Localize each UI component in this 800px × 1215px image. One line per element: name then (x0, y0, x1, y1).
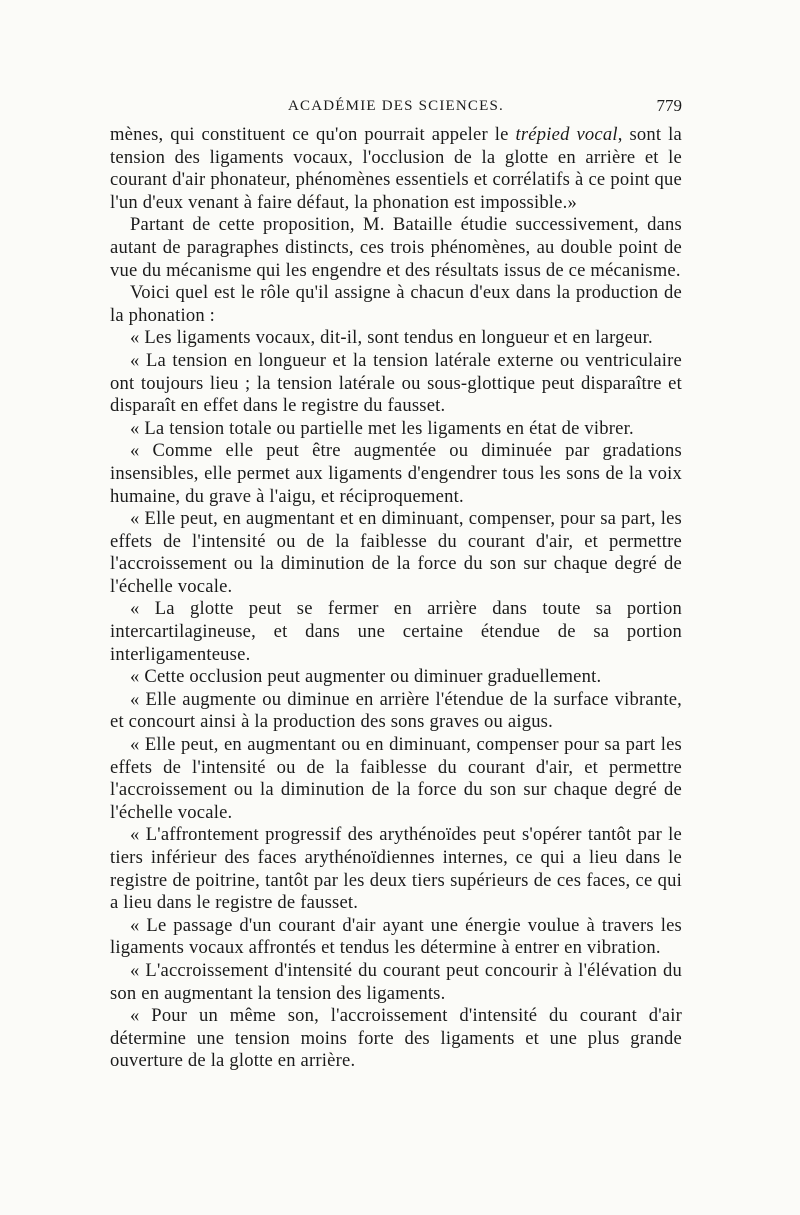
paragraph-10: « Cette occlusion peut augmenter ou diminuer graduellement. (130, 666, 602, 688)
paragraph-1 (110, 124, 682, 214)
paragraph-7: « Comme elle peut être augmentée ou diminuée par gradations insensibles, elle permet aux ligaments d'engendrer tous les sons de la voix humaine, du grave à l'aigu, et réciproquement. (110, 440, 682, 507)
paragraph-1-start: mènes, qui constituent ce qu'on pourrait appeler le (110, 124, 516, 145)
paragraph-13: « L'affrontement progressif des arythénoïdes peut s'opérer tantôt par le tiers inférieur des faces arythénoïdiennes internes, ce qui a lieu dans le registre de poitrine, tantôt par les deux tiers supérieurs de ces faces, ce qui a lieu dans le registre de fausset. (110, 824, 682, 914)
paragraph-8: « Elle peut, en augmentant et en diminuant, compenser, pour sa part, les effets de l'intensité ou de la faiblesse du courant d'air, et permettre l'accroissement ou la diminution de la force du son sur chaque degré de l'échelle vocale. (110, 508, 682, 597)
paragraph-4: « Les ligaments vocaux, dit-il, sont tendus en longueur et en largeur. (130, 327, 653, 349)
paragraph-15: « L'accroissement d'intensité du courant peut concourir à l'élévation du son en augmentant la tension des ligaments. (110, 959, 682, 1004)
paragraph-9: « La glotte peut se fermer en arrière dans toute sa portion intercartilagineuse, et dans une certaine étendue de sa portion interligamenteuse. (110, 598, 682, 665)
paragraph-12: « Elle peut, en augmentant ou en diminuant, compenser pour sa part les effets de l'intensité ou de la faiblesse du courant d'air, et permettre l'accroissement ou la diminution de la force du son sur chaque degré de l'échelle vocale. (110, 734, 682, 823)
paragraph-6: « La tension totale ou partielle met les ligaments en état de vibrer. (130, 417, 634, 439)
running-head (110, 98, 682, 122)
paragraph-16: « Pour un même son, l'accroissement d'intensité du courant d'air détermine une tension moins forte des ligaments et une plus grande ouverture de la glotte en arrière. (110, 1005, 682, 1072)
running-title: ACADÉMIE DES SCIENCES. (288, 98, 504, 114)
paragraph-5: « La tension en longueur et la tension latérale externe ou ventriculaire ont toujours lieu ; la tension latérale ou sous-glottique peut disparaître et disparaît en effet dans le registre du fausset. (110, 349, 682, 417)
paragraph-1-end: , sont la tension des ligaments vocaux, l'occlusion de la glotte en arrière et le courant d'air phonateur, phénomènes essentiels et corrélatifs à ce point que l'un d'eux venant à faire défaut, la phonation est impossible.» (110, 124, 682, 213)
paragraph-3: Voici quel est le rôle qu'il assigne à chacun d'eux dans la production de la phonation : (110, 282, 682, 326)
paragraph-2: Partant de cette proposition, M. Bataille étudie successivement, dans autant de paragraphes distincts, ces trois phénomènes, au double point de vue du mécanisme qui les engendre et des résultats issus de ce mécanisme. (110, 214, 682, 281)
paragraph-1-italic-term: trépied vocal (515, 124, 618, 145)
body-text (110, 124, 682, 1073)
page-number: 779 (656, 96, 682, 115)
paragraph-14: « Le passage d'un courant d'air ayant une énergie voulue à travers les ligaments vocaux affrontés et tendus les détermine à entrer en vibration. (110, 914, 682, 959)
paragraph-11: « Elle augmente ou diminue en arrière l'étendue de la surface vibrante, et concourt ainsi à la production des sons graves ou aigus. (110, 688, 682, 733)
